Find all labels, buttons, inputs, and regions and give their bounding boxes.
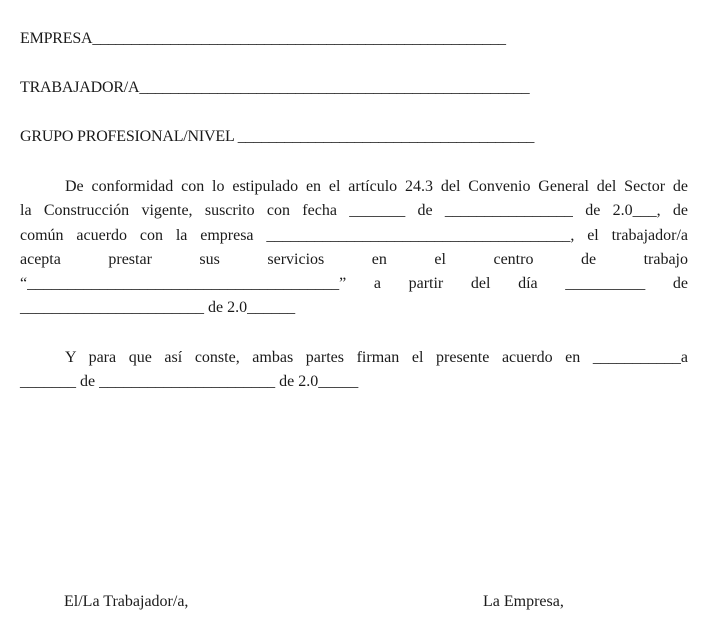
signing-line: _______ de ______________________ de 2.0_____ — [20, 373, 359, 391]
agreement-line: la Construcción vigente, suscrito con fecha _______ de ________________ de 2.0___, de — [20, 202, 688, 220]
agreement-line: acepta prestar sus servicios en el centro de trabajo — [20, 250, 688, 268]
grupo-profesional-field-line: GRUPO PROFESIONAL/NIVEL ______________________________________ — [20, 128, 535, 145]
trabajador-field-line: TRABAJADOR/A__________________________________________________ — [20, 79, 530, 96]
signing-paragraph — [20, 346, 688, 395]
agreement-line: “_______________________________________” a partir del día __________ de — [20, 275, 688, 293]
agreement-line: _______________________ de 2.0______ — [20, 299, 296, 317]
agreement-line: común acuerdo con la empresa ______________________________________, el trabajador/a — [20, 226, 688, 244]
empresa-field-line: EMPRESA_____________________________________________________ — [20, 30, 506, 47]
agreement-paragraph — [20, 175, 688, 321]
worker-signature-label: El/La Trabajador/a, — [64, 593, 189, 610]
signing-line: Y para que así conste, ambas partes firman el presente acuerdo en ___________a — [65, 349, 688, 366]
agreement-line: De conformidad con lo estipulado en el artículo 24.3 del Convenio General del Sector de — [65, 178, 688, 195]
company-signature-label: La Empresa, — [483, 593, 564, 610]
